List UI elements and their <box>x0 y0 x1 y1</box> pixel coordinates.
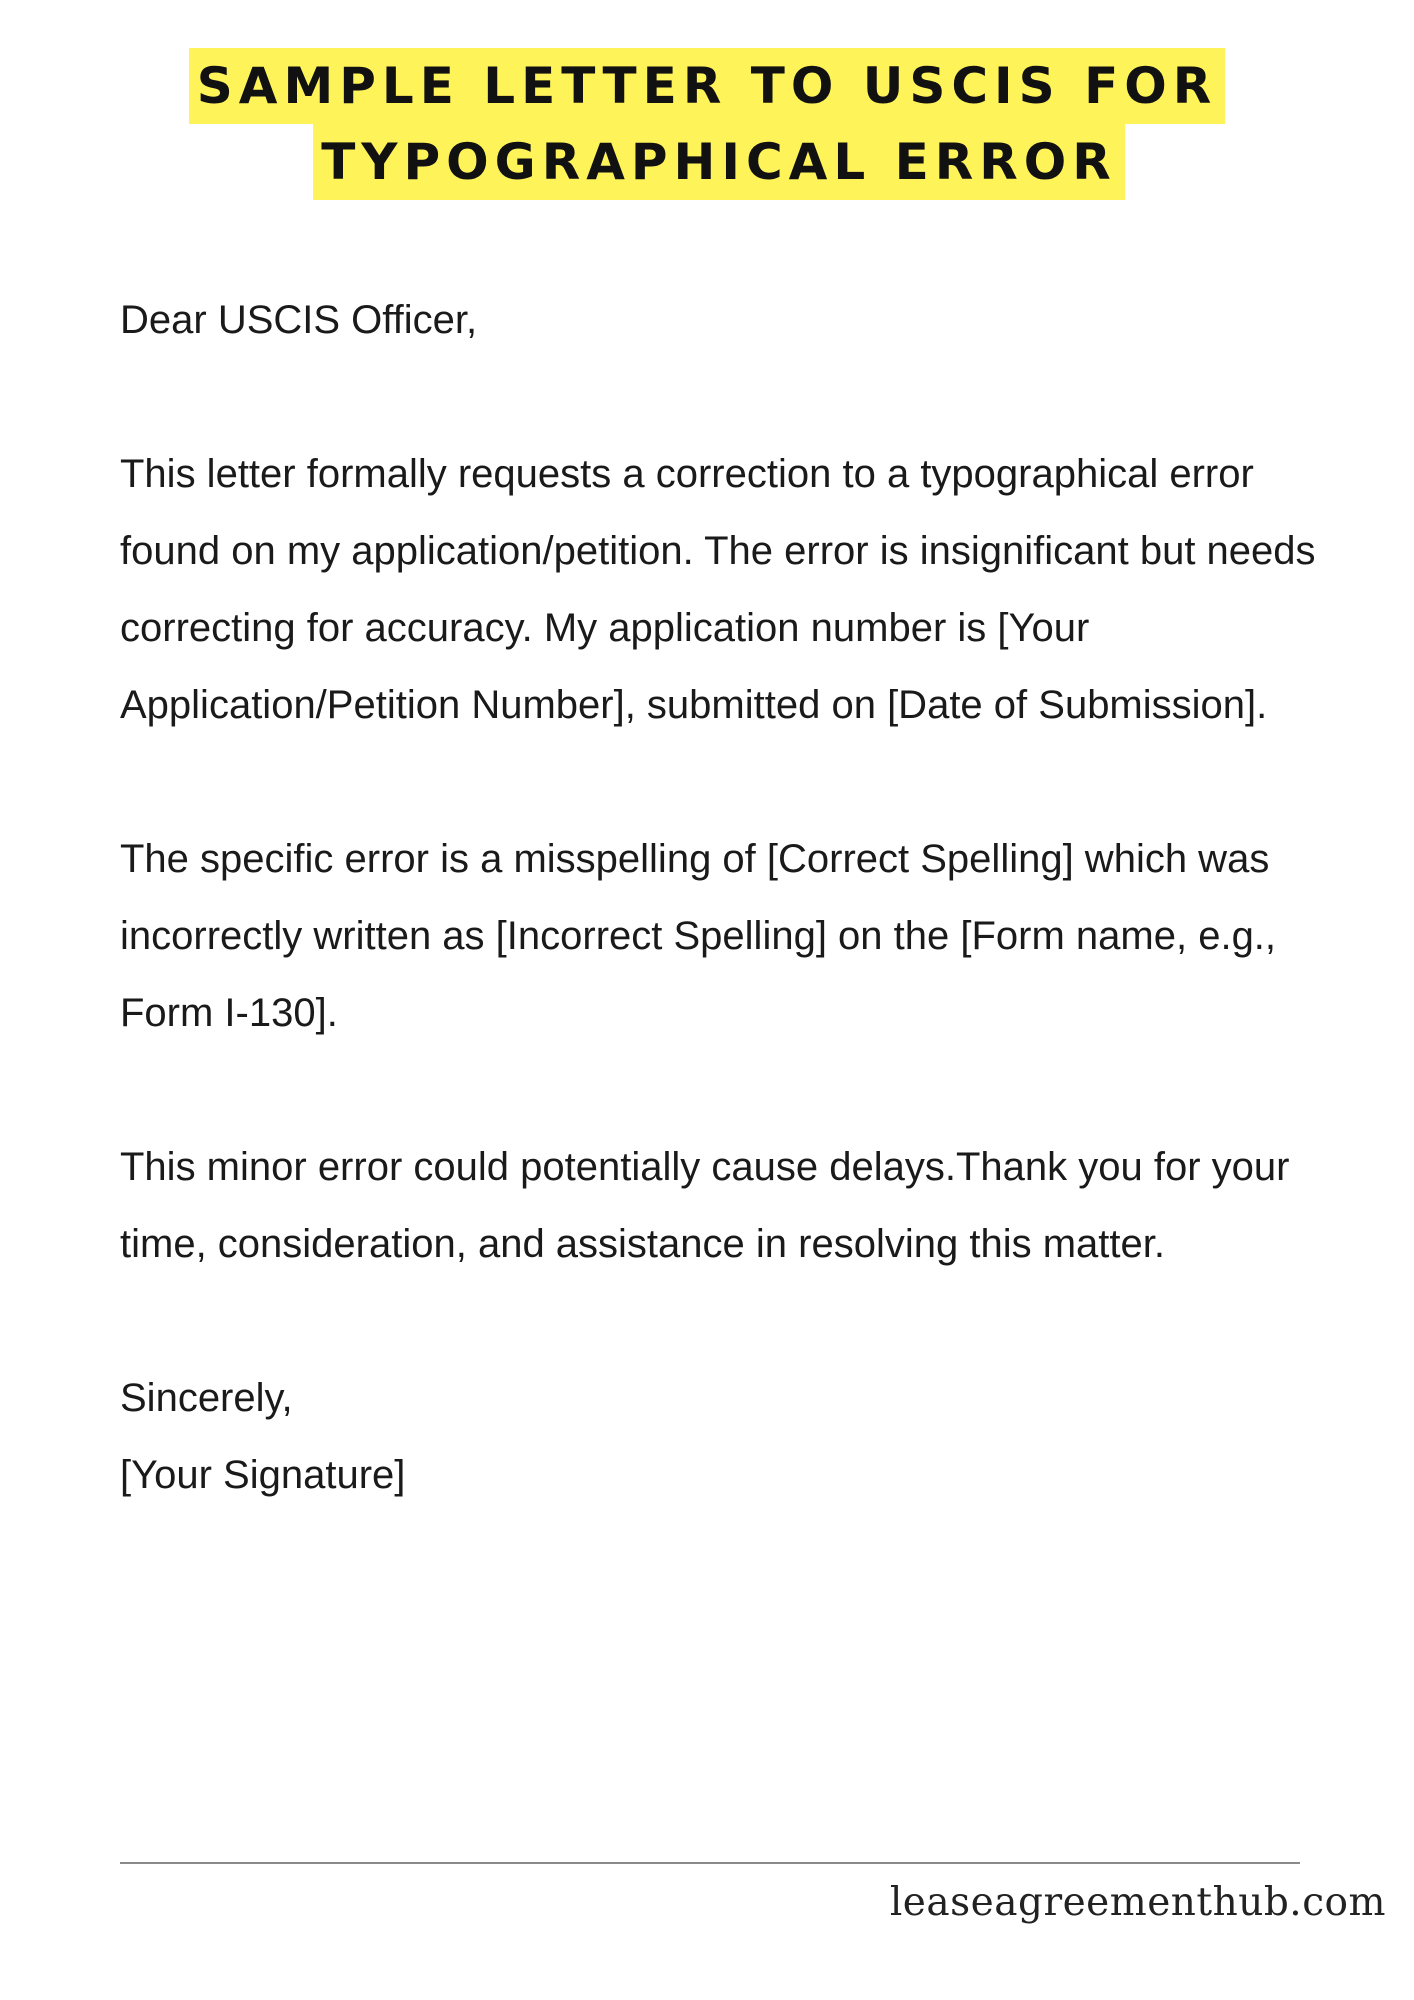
paragraph-thanks: This minor error could potentially cause delays.Thank you for your time, consideration, and assistance in resolving this matter. <box>120 1145 1290 1266</box>
paragraph-error-details: The specific error is a misspelling of [Correct Spelling] which was incorrectly written as [Incorrect Spelling] on the [Form name, e.g., Form I-130]. <box>120 837 1277 1035</box>
salutation: Dear USCIS Officer, <box>120 298 478 342</box>
signature-placeholder: [Your Signature] <box>120 1453 406 1497</box>
title-line-1: SAMPLE LETTER TO USCIS FOR <box>189 48 1225 124</box>
closing: Sincerely, <box>120 1376 293 1420</box>
document-title <box>0 48 1414 200</box>
paragraph-request: This letter formally requests a correction to a typographical error found on my application/petition. The error is insignificant but needs correcting for accuracy. My application number is [Your Application/Petition Number], submitted on [Date of Submission]. <box>120 452 1316 727</box>
letter-body <box>120 282 1360 1514</box>
title-line-2: TYPOGRAPHICAL ERROR <box>313 124 1125 200</box>
footer-site-name: leaseagreementhub.com <box>889 1880 1386 1925</box>
footer-divider <box>120 1862 1300 1864</box>
